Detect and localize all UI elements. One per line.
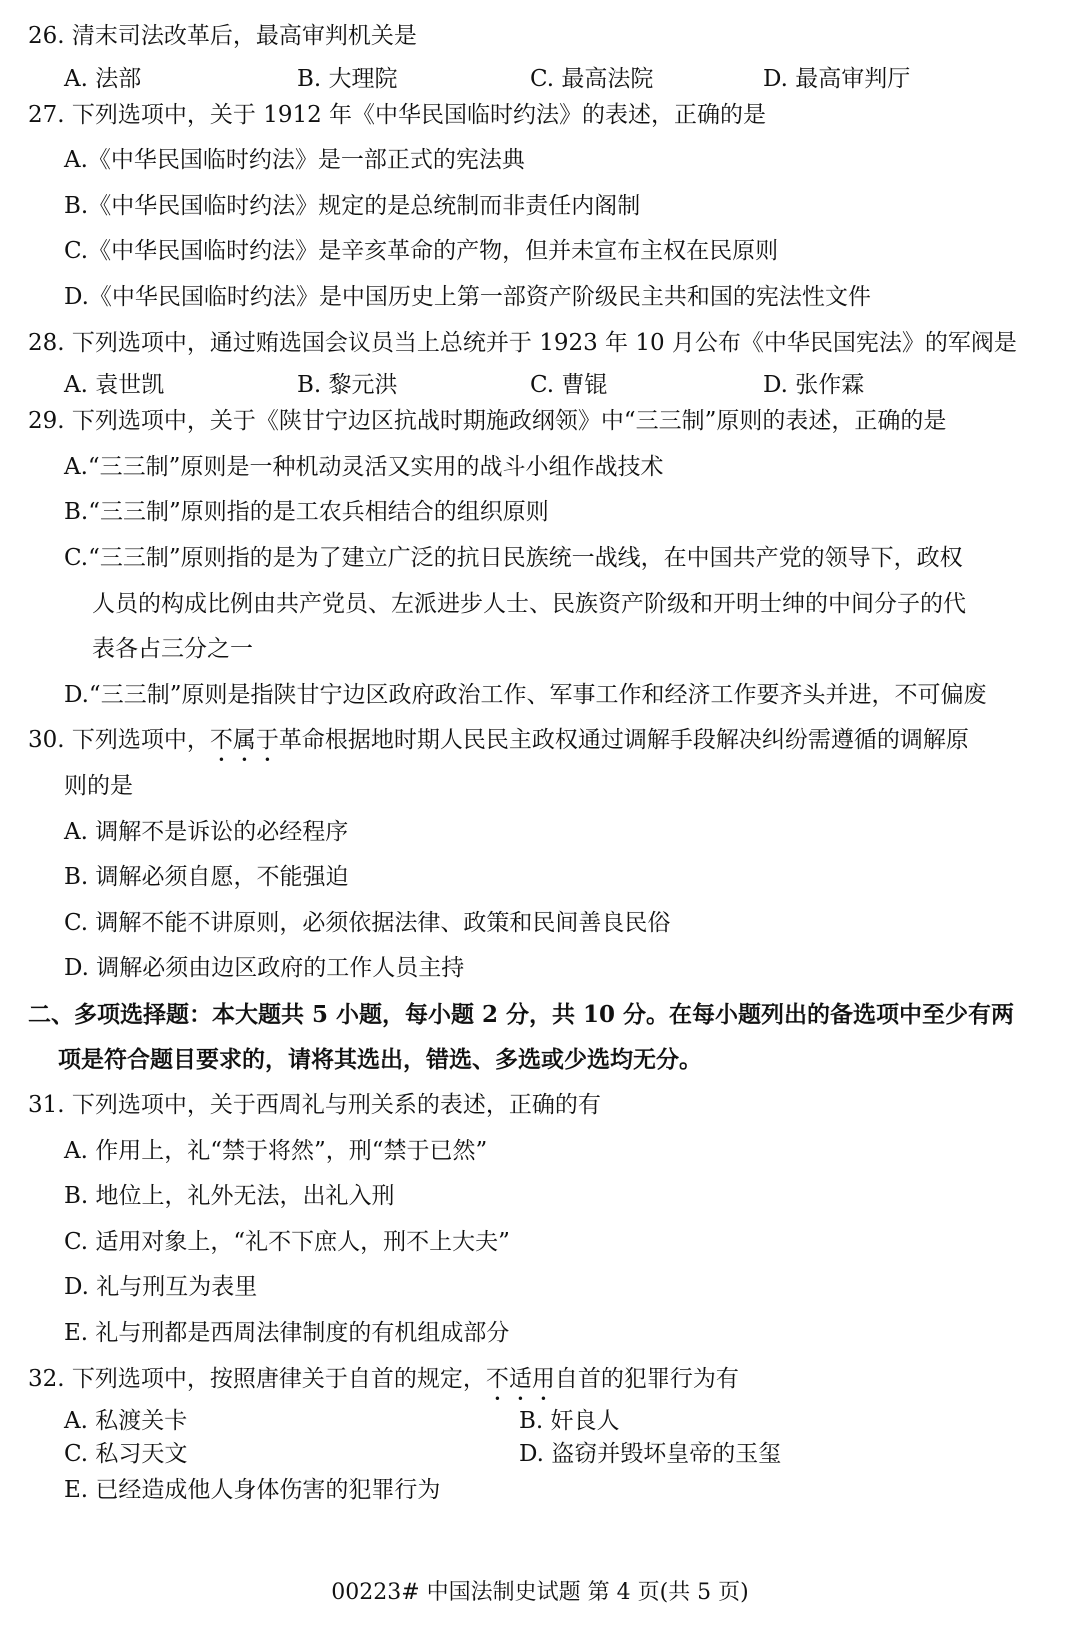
option-d: D. 最高审判厅 xyxy=(763,65,911,92)
option-b: B. 奸良人 xyxy=(519,1408,620,1435)
question-32-options-row-2 xyxy=(28,1435,1058,1468)
question-31-option-a: A. 作用上，礼“禁于将然”，刑“禁于已然” xyxy=(64,1137,488,1164)
question-29-option-a: A.“三三制”原则是一种机动灵活又实用的战斗小组作战技术 xyxy=(64,453,664,480)
question-31-option-c: C. 适用对象上，“礼不下庶人，刑不上大夫” xyxy=(64,1228,510,1255)
option-a: A. 袁世凯 xyxy=(64,372,165,399)
question-32-option-e: E. 已经造成他人身体伤害的犯罪行为 xyxy=(64,1477,441,1504)
question-29-option-d: D.“三三制”原则是指陕甘宁边区政府政治工作、军事工作和经济工作要齐头并进，不可偏废 xyxy=(64,681,987,708)
question-30-stem-continued: 则的是 xyxy=(64,772,133,799)
question-29-stem: 29. 下列选项中，关于《陕甘宁边区抗战时期施政纲领》中“三三制”原则的表述，正确的是 xyxy=(28,408,947,435)
question-26-stem: 26. 清末司法改革后，最高审判机关是 xyxy=(28,23,417,49)
emphasized-text: 不适用 xyxy=(485,1365,555,1392)
question-29-option-c-continued: 人员的构成比例由共产党员、左派进步人士、民族资产阶级和开明士绅的中间分子的代 xyxy=(92,590,966,617)
question-27-option-b: B.《中华民国临时约法》规定的是总统制而非责任内阁制 xyxy=(64,192,641,219)
option-d: D. 盗窃并毁坏皇帝的玉玺 xyxy=(519,1441,782,1468)
question-32-options-row-1 xyxy=(28,1402,1058,1435)
option-d: D. 张作霖 xyxy=(763,372,865,399)
question-27-option-c: C.《中华民国临时约法》是辛亥革命的产物，但并未宣布主权在民原则 xyxy=(64,238,779,265)
stem-text: 革命根据地时期人民民主政权通过调解手段解决纠纷需遵循的调解原 xyxy=(278,727,969,754)
question-28-stem: 28. 下列选项中，通过贿选国会议员当上总统并于 1923 年 10 月公布《中华民国宪法》的军阀是 xyxy=(28,329,1017,356)
question-28-options xyxy=(28,366,1058,399)
question-30-option-d: D. 调解必须由边区政府的工作人员主持 xyxy=(64,955,465,982)
question-30-option-b: B. 调解必须自愿，不能强迫 xyxy=(64,864,349,891)
question-29-option-b: B.“三三制”原则指的是工农兵相结合的组织原则 xyxy=(64,499,549,526)
question-30-option-c: C. 调解不能不讲原则，必须依据法律、政策和民间善良民俗 xyxy=(64,909,671,936)
section-2-heading: 二、多项选择题：本大题共 5 小题，每小题 2 分，共 10 分。在每小题列出的备选项中至少有两 xyxy=(28,1000,1015,1028)
section-2-heading-continued: 项是符合题目要求的，请将其选出，错选、多选或少选均无分。 xyxy=(58,1046,702,1074)
question-31-option-b: B. 地位上，礼外无法，出礼入刑 xyxy=(64,1183,395,1210)
question-30-option-a: A. 调解不是诉讼的必经程序 xyxy=(64,818,349,845)
question-29-option-c: C.“三三制”原则指的是为了建立广泛的抗日民族统一战线，在中国共产党的领导下，政权 xyxy=(64,544,963,571)
option-c: C. 私习天文 xyxy=(64,1441,188,1468)
option-c: C. 最高法院 xyxy=(530,65,654,92)
question-27-option-d: D.《中华民国临时约法》是中国历史上第一部资产阶级民主共和国的宪法性文件 xyxy=(64,283,871,310)
question-27-option-a: A.《中华民国临时约法》是一部正式的宪法典 xyxy=(64,147,525,174)
option-b: B. 大理院 xyxy=(297,65,398,92)
option-a: A. 私渡关卡 xyxy=(64,1408,188,1435)
emphasized-text: 不属于 xyxy=(209,727,279,754)
question-31-option-e: E. 礼与刑都是西周法律制度的有机组成部分 xyxy=(64,1320,510,1347)
question-26-options xyxy=(28,60,1058,93)
option-b: B. 黎元洪 xyxy=(297,372,398,399)
stem-text: 30. 下列选项中， xyxy=(28,727,210,754)
option-c: C. 曹锟 xyxy=(530,372,608,399)
stem-text: 自首的犯罪行为有 xyxy=(554,1365,739,1392)
option-a: A. 法部 xyxy=(64,65,142,92)
question-31-option-d: D. 礼与刑互为表里 xyxy=(64,1274,258,1301)
stem-text: 32. 下列选项中，按照唐律关于自首的规定， xyxy=(28,1365,486,1392)
page-footer: 00223# 中国法制史试题 第 4 页(共 5 页) xyxy=(331,1580,749,1605)
question-27-stem: 27. 下列选项中，关于 1912 年《中华民国临时约法》的表述，正确的是 xyxy=(28,101,767,128)
question-31-stem: 31. 下列选项中，关于西周礼与刑关系的表述，正确的有 xyxy=(28,1092,601,1119)
question-32-stem xyxy=(28,1357,1058,1403)
question-29-option-c-continued: 表各占三分之一 xyxy=(92,636,253,663)
question-30-stem xyxy=(28,718,1058,764)
